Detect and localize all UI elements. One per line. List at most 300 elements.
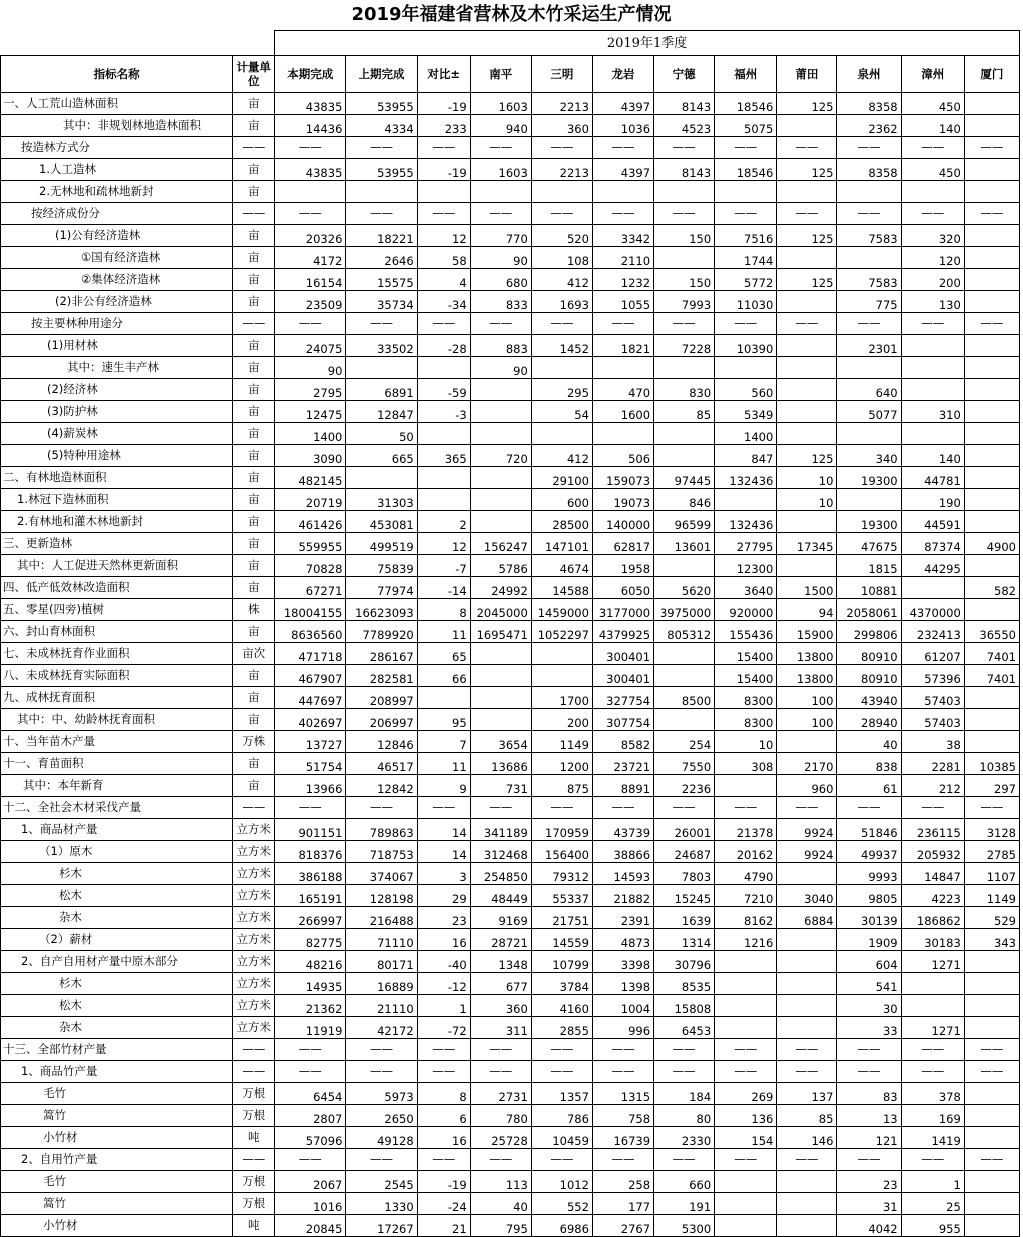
value-cell: 1330 <box>346 1193 417 1215</box>
value-cell: 80 <box>654 1105 715 1127</box>
value-cell: 31 <box>837 1193 901 1215</box>
value-cell: 140000 <box>592 511 653 533</box>
unit-cell: —— <box>233 313 275 335</box>
value-cell: 48449 <box>470 885 531 907</box>
value-cell <box>964 401 1019 423</box>
value-cell: 4900 <box>964 533 1019 555</box>
value-cell <box>964 115 1019 137</box>
value-cell: 184 <box>654 1083 715 1105</box>
indicator-name: 2.无林地和疏林地新封 <box>1 181 233 203</box>
unit-cell: 亩 <box>233 555 275 577</box>
value-cell: —— <box>964 313 1019 335</box>
value-cell: 15575 <box>346 269 417 291</box>
value-cell: —— <box>346 137 417 159</box>
table-row <box>1 885 1020 907</box>
value-cell: —— <box>901 1039 964 1061</box>
unit-cell: 亩 <box>233 379 275 401</box>
header-cell: 对比± <box>417 56 470 93</box>
value-cell: 8636560 <box>275 621 346 643</box>
value-cell <box>777 423 837 445</box>
value-cell: 29 <box>417 885 470 907</box>
value-cell: 40 <box>837 731 901 753</box>
value-cell: 2650 <box>346 1105 417 1127</box>
header-cell: 上期完成 <box>346 56 417 93</box>
value-cell <box>592 423 653 445</box>
unit-cell: 亩 <box>233 115 275 137</box>
value-cell: 7 <box>417 731 470 753</box>
value-cell: 121 <box>837 1127 901 1149</box>
value-cell: 2281 <box>901 753 964 775</box>
value-cell: 1232 <box>592 269 653 291</box>
value-cell <box>901 423 964 445</box>
value-cell <box>777 929 837 951</box>
value-cell: 360 <box>531 115 592 137</box>
value-cell: 2045000 <box>470 599 531 621</box>
value-cell <box>470 423 531 445</box>
value-cell: 38 <box>901 731 964 753</box>
value-cell: 80910 <box>837 665 901 687</box>
value-cell: 16623093 <box>346 599 417 621</box>
value-cell <box>964 489 1019 511</box>
value-cell <box>777 247 837 269</box>
value-cell: 883 <box>470 335 531 357</box>
value-cell: 312468 <box>470 841 531 863</box>
value-cell <box>654 709 715 731</box>
unit-cell: 万根 <box>233 1083 275 1105</box>
value-cell <box>470 489 531 511</box>
value-cell: —— <box>417 1149 470 1171</box>
value-cell <box>964 709 1019 731</box>
value-cell: -12 <box>417 973 470 995</box>
value-cell: 13800 <box>777 665 837 687</box>
value-cell: 4397 <box>592 93 653 115</box>
unit-cell: 亩次 <box>233 643 275 665</box>
value-cell: -59 <box>417 379 470 401</box>
value-cell: -24 <box>417 1193 470 1215</box>
value-cell: 3 <box>417 863 470 885</box>
unit-cell: 吨 <box>233 1215 275 1237</box>
header-cell: 漳州 <box>901 56 964 93</box>
value-cell: —— <box>346 797 417 819</box>
indicator-name: 杉木 <box>1 863 233 885</box>
indicator-name: 小竹材 <box>1 1127 233 1149</box>
value-cell: 150 <box>654 269 715 291</box>
value-cell: —— <box>964 1149 1019 1171</box>
value-cell: 541 <box>837 973 901 995</box>
unit-cell: 吨 <box>233 1127 275 1149</box>
unit-cell: 亩 <box>233 247 275 269</box>
value-cell: 8300 <box>715 687 777 709</box>
unit-cell: —— <box>233 1149 275 1171</box>
value-cell: 9924 <box>777 819 837 841</box>
value-cell: 467907 <box>275 665 346 687</box>
value-cell: 9993 <box>837 863 901 885</box>
value-cell: 12842 <box>346 775 417 797</box>
table-row <box>1 511 1020 533</box>
value-cell: 7789920 <box>346 621 417 643</box>
table-row <box>1 753 1020 775</box>
value-cell: 6453 <box>654 1017 715 1039</box>
value-cell <box>470 687 531 709</box>
value-cell: 96599 <box>654 511 715 533</box>
value-cell: 996 <box>592 1017 653 1039</box>
value-cell: 365 <box>417 445 470 467</box>
indicator-name: 毛竹 <box>1 1171 233 1193</box>
value-cell: 177 <box>592 1193 653 1215</box>
indicator-name: 杉木 <box>1 973 233 995</box>
value-cell: 4042 <box>837 1215 901 1237</box>
value-cell <box>470 643 531 665</box>
value-cell: —— <box>964 203 1019 225</box>
value-cell: 147101 <box>531 533 592 555</box>
value-cell <box>417 357 470 379</box>
value-cell: 758 <box>592 1105 653 1127</box>
indicator-name: 松木 <box>1 995 233 1017</box>
value-cell: 2067 <box>275 1171 346 1193</box>
value-cell: 7228 <box>654 335 715 357</box>
value-cell: 10 <box>715 731 777 753</box>
table-row <box>1 731 1020 753</box>
value-cell: 57096 <box>275 1127 346 1149</box>
value-cell: 775 <box>837 291 901 313</box>
indicator-name: 其中：非规划林地造林面积 <box>1 115 233 137</box>
value-cell: 46517 <box>346 753 417 775</box>
value-cell: 378 <box>901 1083 964 1105</box>
value-cell: —— <box>275 1149 346 1171</box>
value-cell: 24075 <box>275 335 346 357</box>
value-cell: 19300 <box>837 467 901 489</box>
value-cell: 940 <box>470 115 531 137</box>
indicator-name: 2、自产自用材产量中原木部分 <box>1 951 233 973</box>
value-cell: 79312 <box>531 863 592 885</box>
value-cell <box>964 973 1019 995</box>
unit-cell: 亩 <box>233 225 275 247</box>
value-cell: 4674 <box>531 555 592 577</box>
value-cell: —— <box>964 1039 1019 1061</box>
value-cell: 838 <box>837 753 901 775</box>
value-cell: 560 <box>715 379 777 401</box>
value-cell: 1744 <box>715 247 777 269</box>
value-cell: —— <box>531 1061 592 1083</box>
indicator-name: 八、未成林抚育实际面积 <box>1 665 233 687</box>
value-cell: —— <box>964 137 1019 159</box>
value-cell <box>777 951 837 973</box>
unit-cell: 立方米 <box>233 995 275 1017</box>
indicator-name: 按造林方式分 <box>1 137 233 159</box>
value-cell: 4873 <box>592 929 653 951</box>
value-cell: 169 <box>901 1105 964 1127</box>
indicator-name: 十一、育苗面积 <box>1 753 233 775</box>
unit-cell: 立方米 <box>233 819 275 841</box>
value-cell <box>777 1193 837 1215</box>
value-cell: 156400 <box>531 841 592 863</box>
value-cell <box>592 357 653 379</box>
value-cell: 269 <box>715 1083 777 1105</box>
value-cell: —— <box>592 137 653 159</box>
value-cell: —— <box>654 203 715 225</box>
value-cell: 14 <box>417 819 470 841</box>
value-cell: 6454 <box>275 1083 346 1105</box>
indicator-name: 松木 <box>1 885 233 907</box>
value-cell: 300401 <box>592 665 653 687</box>
value-cell <box>531 665 592 687</box>
value-cell <box>470 401 531 423</box>
value-cell <box>715 1171 777 1193</box>
value-cell: 15400 <box>715 643 777 665</box>
value-cell <box>777 335 837 357</box>
value-cell: 30139 <box>837 907 901 929</box>
value-cell <box>715 1193 777 1215</box>
value-cell: —— <box>592 1039 653 1061</box>
value-cell: 770 <box>470 225 531 247</box>
value-cell: 266997 <box>275 907 346 929</box>
value-cell: 10 <box>777 489 837 511</box>
value-cell <box>964 599 1019 621</box>
value-cell: 208997 <box>346 687 417 709</box>
value-cell: 1036 <box>592 115 653 137</box>
value-cell: 47675 <box>837 533 901 555</box>
value-cell: —— <box>654 797 715 819</box>
value-cell: —— <box>470 1061 531 1083</box>
value-cell: 2 <box>417 511 470 533</box>
indicator-name: 按经济成份分 <box>1 203 233 225</box>
value-cell: 1909 <box>837 929 901 951</box>
value-cell <box>964 1193 1019 1215</box>
value-cell <box>715 973 777 995</box>
value-cell: —— <box>777 1149 837 1171</box>
value-cell: 14559 <box>531 929 592 951</box>
value-cell: 8582 <box>592 731 653 753</box>
table-row <box>1 159 1020 181</box>
header-cell: 本期完成 <box>275 56 346 93</box>
value-cell: —— <box>964 797 1019 819</box>
indicator-name: (1)用材林 <box>1 335 233 357</box>
value-cell <box>346 467 417 489</box>
unit-cell: 亩 <box>233 159 275 181</box>
value-cell: 8143 <box>654 159 715 181</box>
value-cell: 1052297 <box>531 621 592 643</box>
value-cell: —— <box>715 1061 777 1083</box>
value-cell: 258 <box>592 1171 653 1193</box>
value-cell: 7583 <box>837 225 901 247</box>
value-cell: 412 <box>531 445 592 467</box>
indicator-name: 1、商品竹产量 <box>1 1061 233 1083</box>
value-cell: —— <box>275 1039 346 1061</box>
table-row <box>1 269 1020 291</box>
value-cell: 25728 <box>470 1127 531 1149</box>
value-cell: 1695471 <box>470 621 531 643</box>
value-cell: 205932 <box>901 841 964 863</box>
value-cell: 44781 <box>901 467 964 489</box>
unit-cell: 立方米 <box>233 973 275 995</box>
value-cell <box>964 181 1019 203</box>
unit-cell: 亩 <box>233 621 275 643</box>
table-row <box>1 1127 1020 1149</box>
value-cell: 48216 <box>275 951 346 973</box>
value-cell: —— <box>837 313 901 335</box>
value-cell: 2058061 <box>837 599 901 621</box>
value-cell: 920000 <box>715 599 777 621</box>
value-cell: 12847 <box>346 401 417 423</box>
value-cell: 66 <box>417 665 470 687</box>
value-cell: 12 <box>417 533 470 555</box>
value-cell: 412 <box>531 269 592 291</box>
value-cell <box>777 973 837 995</box>
unit-cell: 亩 <box>233 401 275 423</box>
value-cell: 1700 <box>531 687 592 709</box>
value-cell: 128198 <box>346 885 417 907</box>
value-cell: —— <box>777 203 837 225</box>
value-cell: 3784 <box>531 973 592 995</box>
value-cell: 85 <box>654 401 715 423</box>
value-cell: 21882 <box>592 885 653 907</box>
unit-cell: 亩 <box>233 577 275 599</box>
value-cell: 340 <box>837 445 901 467</box>
value-cell: 108 <box>531 247 592 269</box>
value-cell: 1271 <box>901 951 964 973</box>
table-row <box>1 555 1020 577</box>
value-cell: —— <box>964 1061 1019 1083</box>
value-cell: 520 <box>531 225 592 247</box>
table-row <box>1 1061 1020 1083</box>
value-cell: —— <box>715 797 777 819</box>
value-cell <box>964 1083 1019 1105</box>
value-cell: 11919 <box>275 1017 346 1039</box>
value-cell <box>964 225 1019 247</box>
value-cell: 14935 <box>275 973 346 995</box>
value-cell: —— <box>346 1039 417 1061</box>
value-cell: 14588 <box>531 577 592 599</box>
header-cell: 厦门 <box>964 56 1019 93</box>
table-row <box>1 995 1020 1017</box>
value-cell <box>964 423 1019 445</box>
value-cell: 450 <box>901 159 964 181</box>
value-cell: 137 <box>777 1083 837 1105</box>
value-cell: -14 <box>417 577 470 599</box>
indicator-name: (4)薪炭林 <box>1 423 233 445</box>
value-cell: 15900 <box>777 621 837 643</box>
value-cell: 11 <box>417 753 470 775</box>
value-cell: 21378 <box>715 819 777 841</box>
value-cell: 3090 <box>275 445 346 467</box>
value-cell: 1055 <box>592 291 653 313</box>
value-cell <box>417 687 470 709</box>
header-cell: 莆田 <box>777 56 837 93</box>
value-cell: 17345 <box>777 533 837 555</box>
value-cell <box>837 489 901 511</box>
value-cell: 955 <box>901 1215 964 1237</box>
value-cell <box>715 951 777 973</box>
value-cell: —— <box>592 313 653 335</box>
table-row <box>1 687 1020 709</box>
value-cell: 1400 <box>275 423 346 445</box>
value-cell <box>654 357 715 379</box>
value-cell <box>715 1215 777 1237</box>
value-cell: 5786 <box>470 555 531 577</box>
value-cell: —— <box>275 797 346 819</box>
value-cell: 8 <box>417 1083 470 1105</box>
value-cell: —— <box>592 1149 653 1171</box>
value-cell: 7803 <box>654 863 715 885</box>
value-cell: 3342 <box>592 225 653 247</box>
value-cell: 343 <box>964 929 1019 951</box>
unit-cell: 亩 <box>233 93 275 115</box>
value-cell: 150 <box>654 225 715 247</box>
value-cell: 140 <box>901 115 964 137</box>
value-cell: 604 <box>837 951 901 973</box>
value-cell <box>964 555 1019 577</box>
indicator-name: (3)防护林 <box>1 401 233 423</box>
table-row <box>1 181 1020 203</box>
value-cell <box>654 643 715 665</box>
value-cell: 447697 <box>275 687 346 709</box>
value-cell: -19 <box>417 159 470 181</box>
table-row <box>1 863 1020 885</box>
value-cell <box>654 445 715 467</box>
table-row <box>1 467 1020 489</box>
value-cell <box>531 423 592 445</box>
value-cell <box>777 401 837 423</box>
table-row <box>1 929 1020 951</box>
value-cell: 1200 <box>531 753 592 775</box>
unit-cell: 立方米 <box>233 841 275 863</box>
value-cell: 13800 <box>777 643 837 665</box>
value-cell <box>964 159 1019 181</box>
value-cell: 80171 <box>346 951 417 973</box>
value-cell: 780 <box>470 1105 531 1127</box>
value-cell: 53955 <box>346 159 417 181</box>
value-cell: —— <box>346 1149 417 1171</box>
value-cell: 67271 <box>275 577 346 599</box>
value-cell: 40 <box>470 1193 531 1215</box>
value-cell: 341189 <box>470 819 531 841</box>
value-cell <box>777 731 837 753</box>
value-cell: 83 <box>837 1083 901 1105</box>
value-cell: 297 <box>964 775 1019 797</box>
value-cell: 236115 <box>901 819 964 841</box>
value-cell: 299806 <box>837 621 901 643</box>
value-cell: 27795 <box>715 533 777 555</box>
value-cell: —— <box>275 203 346 225</box>
value-cell: 10385 <box>964 753 1019 775</box>
value-cell <box>964 291 1019 313</box>
value-cell: 3640 <box>715 577 777 599</box>
value-cell: 7516 <box>715 225 777 247</box>
value-cell: 1 <box>417 995 470 1017</box>
value-cell <box>777 1017 837 1039</box>
value-cell: —— <box>531 137 592 159</box>
table-row <box>1 1215 1020 1237</box>
value-cell: 15245 <box>654 885 715 907</box>
value-cell: 1348 <box>470 951 531 973</box>
blank-cell <box>1 31 275 56</box>
unit-cell: 万株 <box>233 731 275 753</box>
value-cell <box>654 247 715 269</box>
value-cell: 805312 <box>654 621 715 643</box>
table-row <box>1 137 1020 159</box>
value-cell: 24992 <box>470 577 531 599</box>
value-cell: 50 <box>346 423 417 445</box>
value-cell: —— <box>275 1061 346 1083</box>
value-cell <box>777 555 837 577</box>
value-cell: 10390 <box>715 335 777 357</box>
value-cell: —— <box>901 1061 964 1083</box>
value-cell: 300401 <box>592 643 653 665</box>
value-cell: —— <box>901 203 964 225</box>
value-cell: 254 <box>654 731 715 753</box>
table-row <box>1 379 1020 401</box>
value-cell: 660 <box>654 1171 715 1193</box>
